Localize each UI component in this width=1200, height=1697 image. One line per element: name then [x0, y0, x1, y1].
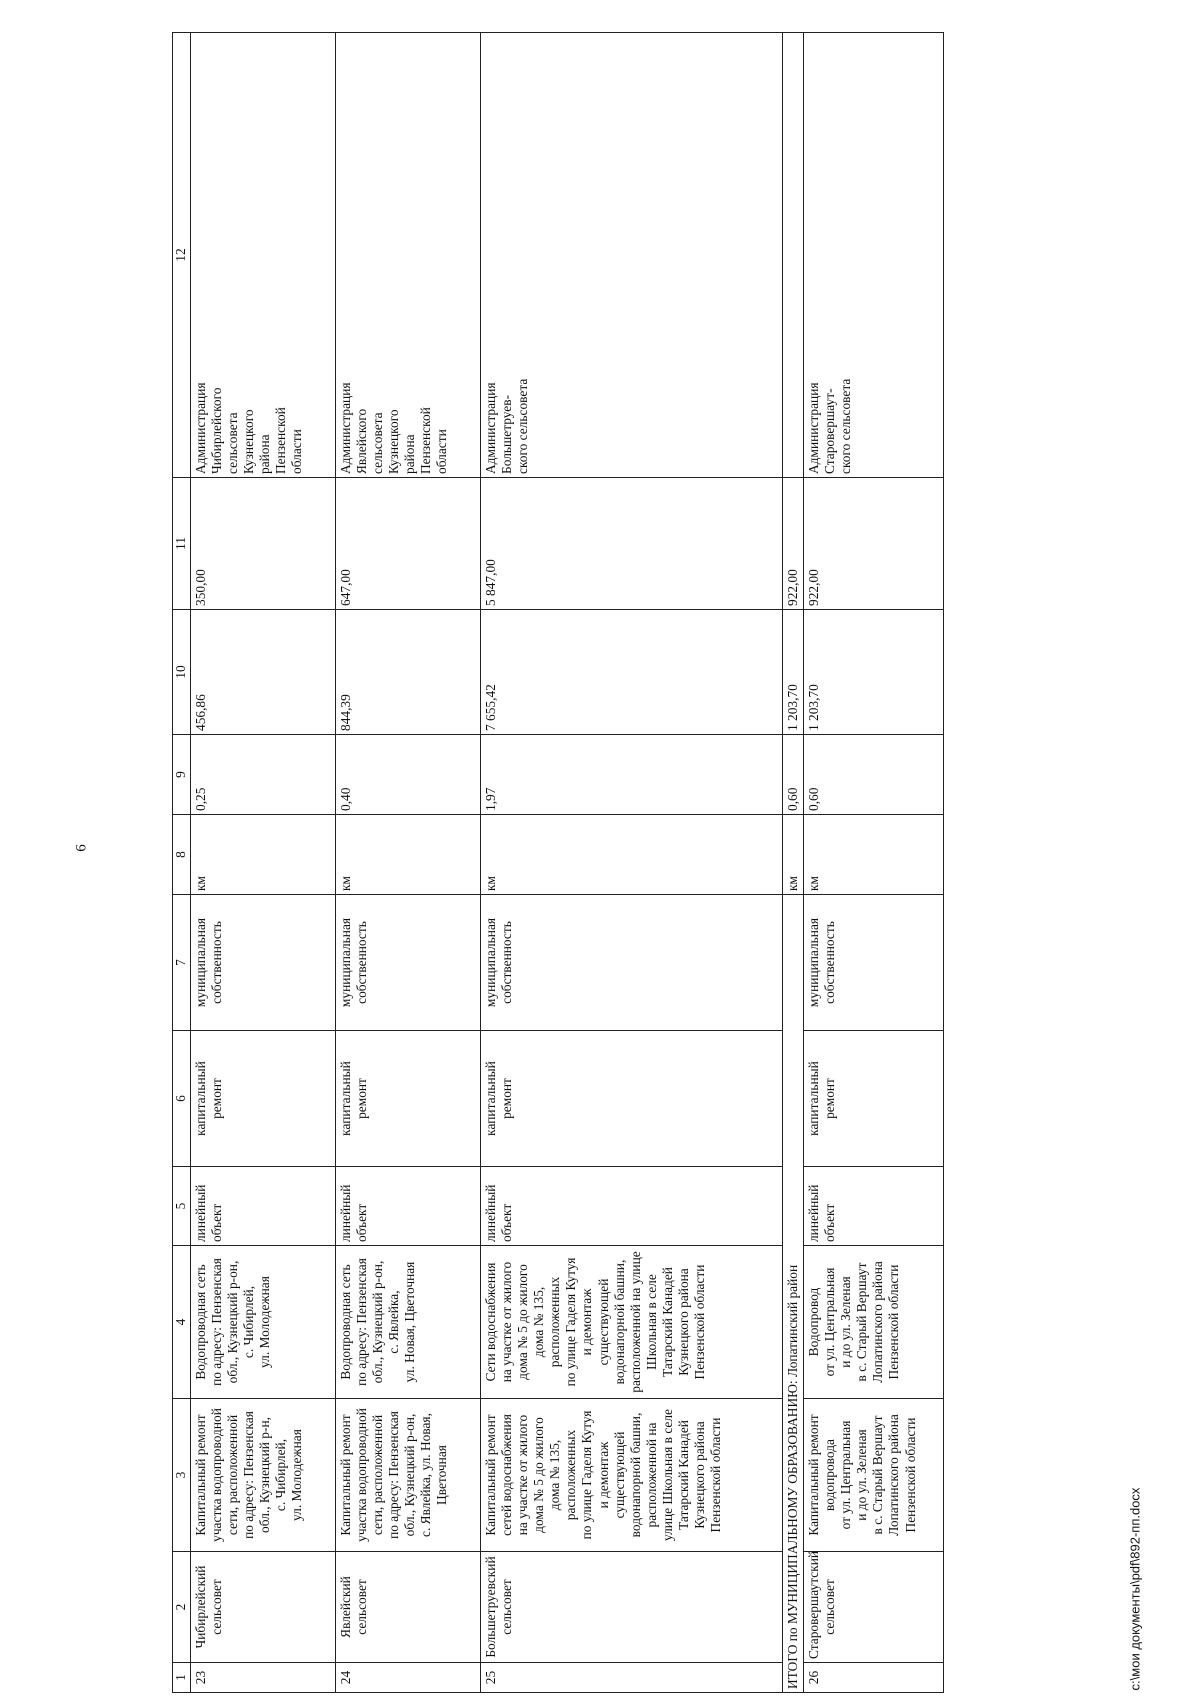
unit-cell: км — [336, 815, 481, 895]
cost-cell: 1 203,70 — [804, 610, 944, 735]
section-funds: 922,00 — [783, 478, 804, 610]
funds-cell: 5 847,00 — [481, 478, 783, 610]
quantity-cell: 0,40 — [336, 735, 481, 815]
council-cell: Большетруевский сельсовет — [481, 1552, 783, 1663]
object-type-cell: линейный объект — [481, 1167, 783, 1246]
work-type-cell: капитальный ремонт — [804, 1031, 944, 1167]
section-cost: 1 203,70 — [783, 610, 804, 735]
quantity-cell: 1,97 — [481, 735, 783, 815]
row-number: 24 — [336, 1663, 481, 1693]
table-row — [804, 33, 944, 1693]
work-cell: Капитальный ремонт участка водопроводной сети, расположенной по адресу: Пензенская обл., Кузнецкий р-н, с. Чибирлей, ул. Молодежная — [191, 1399, 336, 1552]
council-cell: Явлейский сельсовет — [336, 1552, 481, 1663]
funds-cell: 350,00 — [191, 478, 336, 610]
work-cell: Капитальный ремонт участка водопроводной сети, расположенной по адресу: Пензенская обл., Кузнецкий р-он, с. Явлейка, ул. Новая, Цветочная — [336, 1399, 481, 1552]
section-unit: км — [783, 815, 804, 895]
ownership-cell: муниципальная собственность — [336, 895, 481, 1031]
row-number: 23 — [191, 1663, 336, 1693]
header-row — [173, 33, 191, 1693]
ownership-cell: муниципальная собственность — [191, 895, 336, 1031]
cost-cell: 7 655,42 — [481, 610, 783, 735]
object-cell: Сети водоснабжения на участке от жилого дома № 5 до жилого дома № 135, расположенных по улице Гаделя Кутуя и демонтаж существующей водонапорной башни, расположенной на улице Школьная в селе Татарский Канадей Кузнецкого района Пензенской области — [481, 1246, 783, 1399]
ownership-cell: муниципальная собственность — [804, 895, 944, 1031]
work-type-cell: капитальный ремонт — [481, 1031, 783, 1167]
header-cell: 11 — [173, 478, 191, 610]
header-cell: 3 — [173, 1399, 191, 1552]
header-cell: 10 — [173, 610, 191, 735]
header-cell: 12 — [173, 33, 191, 478]
work-type-cell: капитальный ремонт — [336, 1031, 481, 1167]
section-total-row — [783, 33, 804, 1693]
header-cell: 4 — [173, 1246, 191, 1399]
unit-cell: км — [191, 815, 336, 895]
header-cell: 6 — [173, 1031, 191, 1167]
cost-cell: 456,86 — [191, 610, 336, 735]
header-cell: 9 — [173, 735, 191, 815]
executor-cell: Администрация Большетруев- ского сельсовета — [481, 33, 783, 478]
cost-cell: 844,39 — [336, 610, 481, 735]
funds-cell: 647,00 — [336, 478, 481, 610]
object-type-cell: линейный объект — [804, 1167, 944, 1246]
section-title: ИТОГО по МУНИЦИПАЛЬНОМУ ОБРАЗОВАНИЮ: Лопатинский район — [783, 895, 804, 1693]
quantity-cell: 0,60 — [804, 735, 944, 815]
object-cell: Водопровод от ул. Центральная и до ул. Зеленая в с. Старый Вершаут Лопатинского района Пензенской области — [804, 1246, 944, 1399]
unit-cell: км — [481, 815, 783, 895]
section-empty-cell — [783, 33, 804, 478]
header-cell: 5 — [173, 1167, 191, 1246]
quantity-cell: 0,25 — [191, 735, 336, 815]
table-row — [191, 33, 336, 1693]
work-type-cell: капитальный ремонт — [191, 1031, 336, 1167]
funds-cell: 922,00 — [804, 478, 944, 610]
table-row — [336, 33, 481, 1693]
council-cell: Чибирлейский сельсовет — [191, 1552, 336, 1663]
row-number: 26 — [804, 1663, 944, 1693]
executor-cell: Администрация Чибирлейского сельсовета Кузнецкого района Пензенской области — [191, 33, 336, 478]
header-cell: 8 — [173, 815, 191, 895]
object-cell: Водопроводная сеть по адресу: Пензенская обл., Кузнецкий р-он, с. Чибирлей, ул. Молодежная — [191, 1246, 336, 1399]
council-cell: Старовершаутский сельсовет — [804, 1552, 944, 1663]
header-cell: 1 — [173, 1663, 191, 1693]
row-number: 25 — [481, 1663, 783, 1693]
object-cell: Водопроводная сеть по адресу: Пензенская обл., Кузнецкий р-он, с. Явлейка, ул. Новая, Цветочная — [336, 1246, 481, 1399]
work-cell: Капитальный ремонт водопровода от ул. Центральная и до ул. Зеленая в с. Старый Вершаут Лопатинского района Пензенской области — [804, 1399, 944, 1552]
work-cell: Капитальный ремонт сетей водоснабжения на участке от жилого дома № 5 до жилого дома № 135, расположенных по улице Гаделя Кутуя и демонтаж существующей водонапорной башни, расположенной на улице Школьная в селе Татарский Канадей Кузнецкого района Пензенской области — [481, 1399, 783, 1552]
table-row — [481, 33, 783, 1693]
section-quantity: 0,60 — [783, 735, 804, 815]
executor-cell: Администрация Явлейского сельсовета Кузнецкого района Пензенской области — [336, 33, 481, 478]
page-number: 6 — [73, 844, 90, 852]
document-table — [172, 32, 944, 1693]
ownership-cell: муниципальная собственность — [481, 895, 783, 1031]
footer-file-path: c:\мои документы\pdf\892-пп.docx — [1127, 1487, 1143, 1691]
object-type-cell: линейный объект — [336, 1167, 481, 1246]
unit-cell: км — [804, 815, 944, 895]
header-cell: 2 — [173, 1552, 191, 1663]
document-table-container — [172, 33, 1022, 1693]
object-type-cell: линейный объект — [191, 1167, 336, 1246]
header-cell: 7 — [173, 895, 191, 1031]
executor-cell: Администрация Старовершаут- ского сельсовета — [804, 33, 944, 478]
